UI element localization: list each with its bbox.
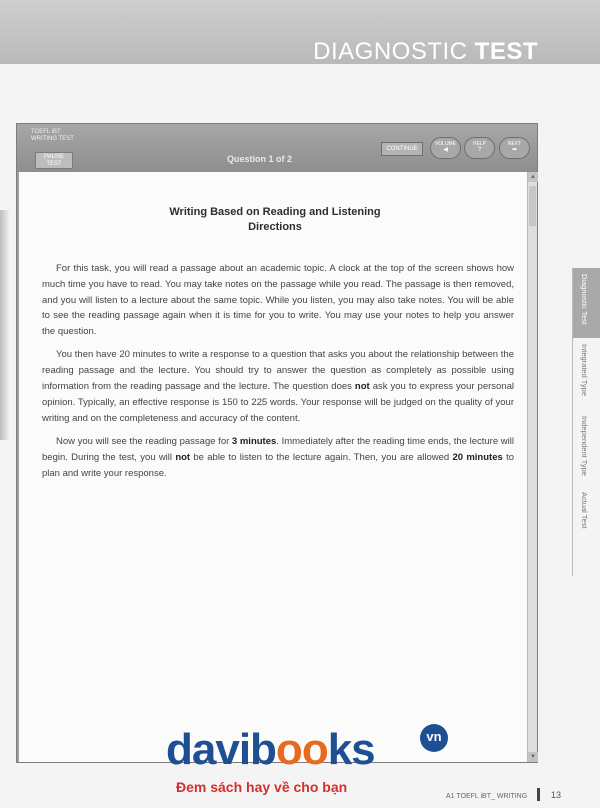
paragraph-3 [42, 434, 514, 481]
paragraph-1: For this task, you will read a passage about an academic topic. A clock at the top of the screen shows how much time you have to read. You may take notes on the passage while you read. The passage is then removed, and you will listen to a lecture about the same topic. While you listen, you may also take notes. You will be able to see the reading passage again when it is time for you to write. You may use your notes to help you answer the question. [42, 263, 514, 338]
footer-divider [537, 788, 540, 801]
help-button[interactable] [464, 137, 495, 159]
question-counter: Question 1 of 2 [227, 154, 293, 164]
p3-bold-3-minutes: 3 minutes [231, 435, 277, 447]
side-tab-label: Integrated Type [580, 344, 589, 396]
header-band [0, 0, 600, 64]
next-label: NEXT [507, 141, 522, 147]
vertical-scrollbar[interactable] [527, 172, 537, 762]
brand-line-1: TOEFL iBT [31, 129, 61, 135]
watermark-logo [166, 725, 375, 774]
wm-part-o1: o [275, 725, 302, 774]
volume-button[interactable] [430, 137, 461, 159]
title-light: DIAGNOSTIC [313, 38, 468, 65]
page-edge-shadow [0, 210, 10, 440]
pause-label-1: PAUSE [44, 154, 64, 160]
brand-line-2: WRITING TEST [31, 136, 74, 142]
page-number: 13 [551, 790, 562, 800]
p3-text-e: be able to listen to the lecture again. Then, you are allowed [190, 451, 453, 463]
watermark-tagline: Đem sách hay về cho bạn [176, 779, 348, 795]
pause-label-2: TEST [46, 161, 62, 167]
heading-line-1: Writing Based on Reading and Listening [169, 206, 381, 218]
side-tab-diagnostic[interactable] [572, 268, 600, 338]
p2-bold-not: not [354, 381, 370, 393]
p3-text-g: to plan and write your response. [42, 451, 514, 479]
directions-text [42, 261, 514, 489]
watermark-badge: vn [420, 724, 448, 752]
help-label: HELP [472, 141, 487, 147]
heading-line-2: Directions [248, 221, 302, 233]
pause-test-button[interactable] [35, 152, 73, 169]
wm-part-a: davib [166, 725, 276, 774]
wm-part-b: ks [327, 725, 375, 774]
test-window [16, 123, 538, 763]
page-title [313, 38, 538, 66]
scroll-thumb[interactable] [529, 186, 536, 226]
side-tab-independent[interactable] [572, 410, 600, 486]
reading-pane [19, 172, 527, 762]
paragraph-2 [42, 347, 514, 426]
test-brand [31, 129, 74, 143]
side-tab-label: Actual Test [580, 492, 589, 529]
volume-label: VOLUME [434, 141, 457, 147]
wm-part-o2: o [301, 725, 328, 774]
side-tab-integrated[interactable] [572, 338, 600, 410]
next-button[interactable] [499, 137, 530, 159]
p3-text-a: Now you will see the reading passage for [56, 435, 232, 447]
p2-text-a: You then have 20 minutes to write a response to a question that asks you about the relationship between the reading passage and the lecture. You should try to answer the question as completely as possible using information from the reading passage and the lecture. The question does [42, 349, 514, 393]
p3-bold-not: not [175, 451, 191, 463]
p3-text-c: . Immediately after the reading time ends, the lecture will begin. During the test, you will [42, 435, 514, 463]
side-tab-label: Independent Type [580, 416, 589, 476]
p2-text-c: ask you to express your personal opinion. Typically, an effective response is 150 to 225 words. Your response will be judged on the quality of your writing and on the completeness and accuracy of the content. [42, 381, 514, 424]
continue-button[interactable]: CONTINUE [381, 142, 423, 156]
side-tab-actual[interactable] [572, 486, 600, 576]
p3-bold-20-minutes: 20 minutes [452, 451, 503, 463]
speaker-icon: ◀ [443, 147, 448, 153]
arrow-right-icon: ➡ [511, 147, 518, 153]
title-bold: TEST [474, 38, 538, 65]
scroll-down-icon[interactable]: ▼ [528, 752, 538, 762]
scroll-up-icon[interactable]: ▲ [528, 172, 538, 182]
question-mark-icon: ? [477, 147, 482, 153]
book-title: A1 TOEFL iBT_ WRITING [446, 793, 528, 800]
directions-heading [19, 205, 531, 235]
side-tab-label: Diagnostic Test [580, 274, 589, 325]
test-toolbar [17, 124, 537, 172]
